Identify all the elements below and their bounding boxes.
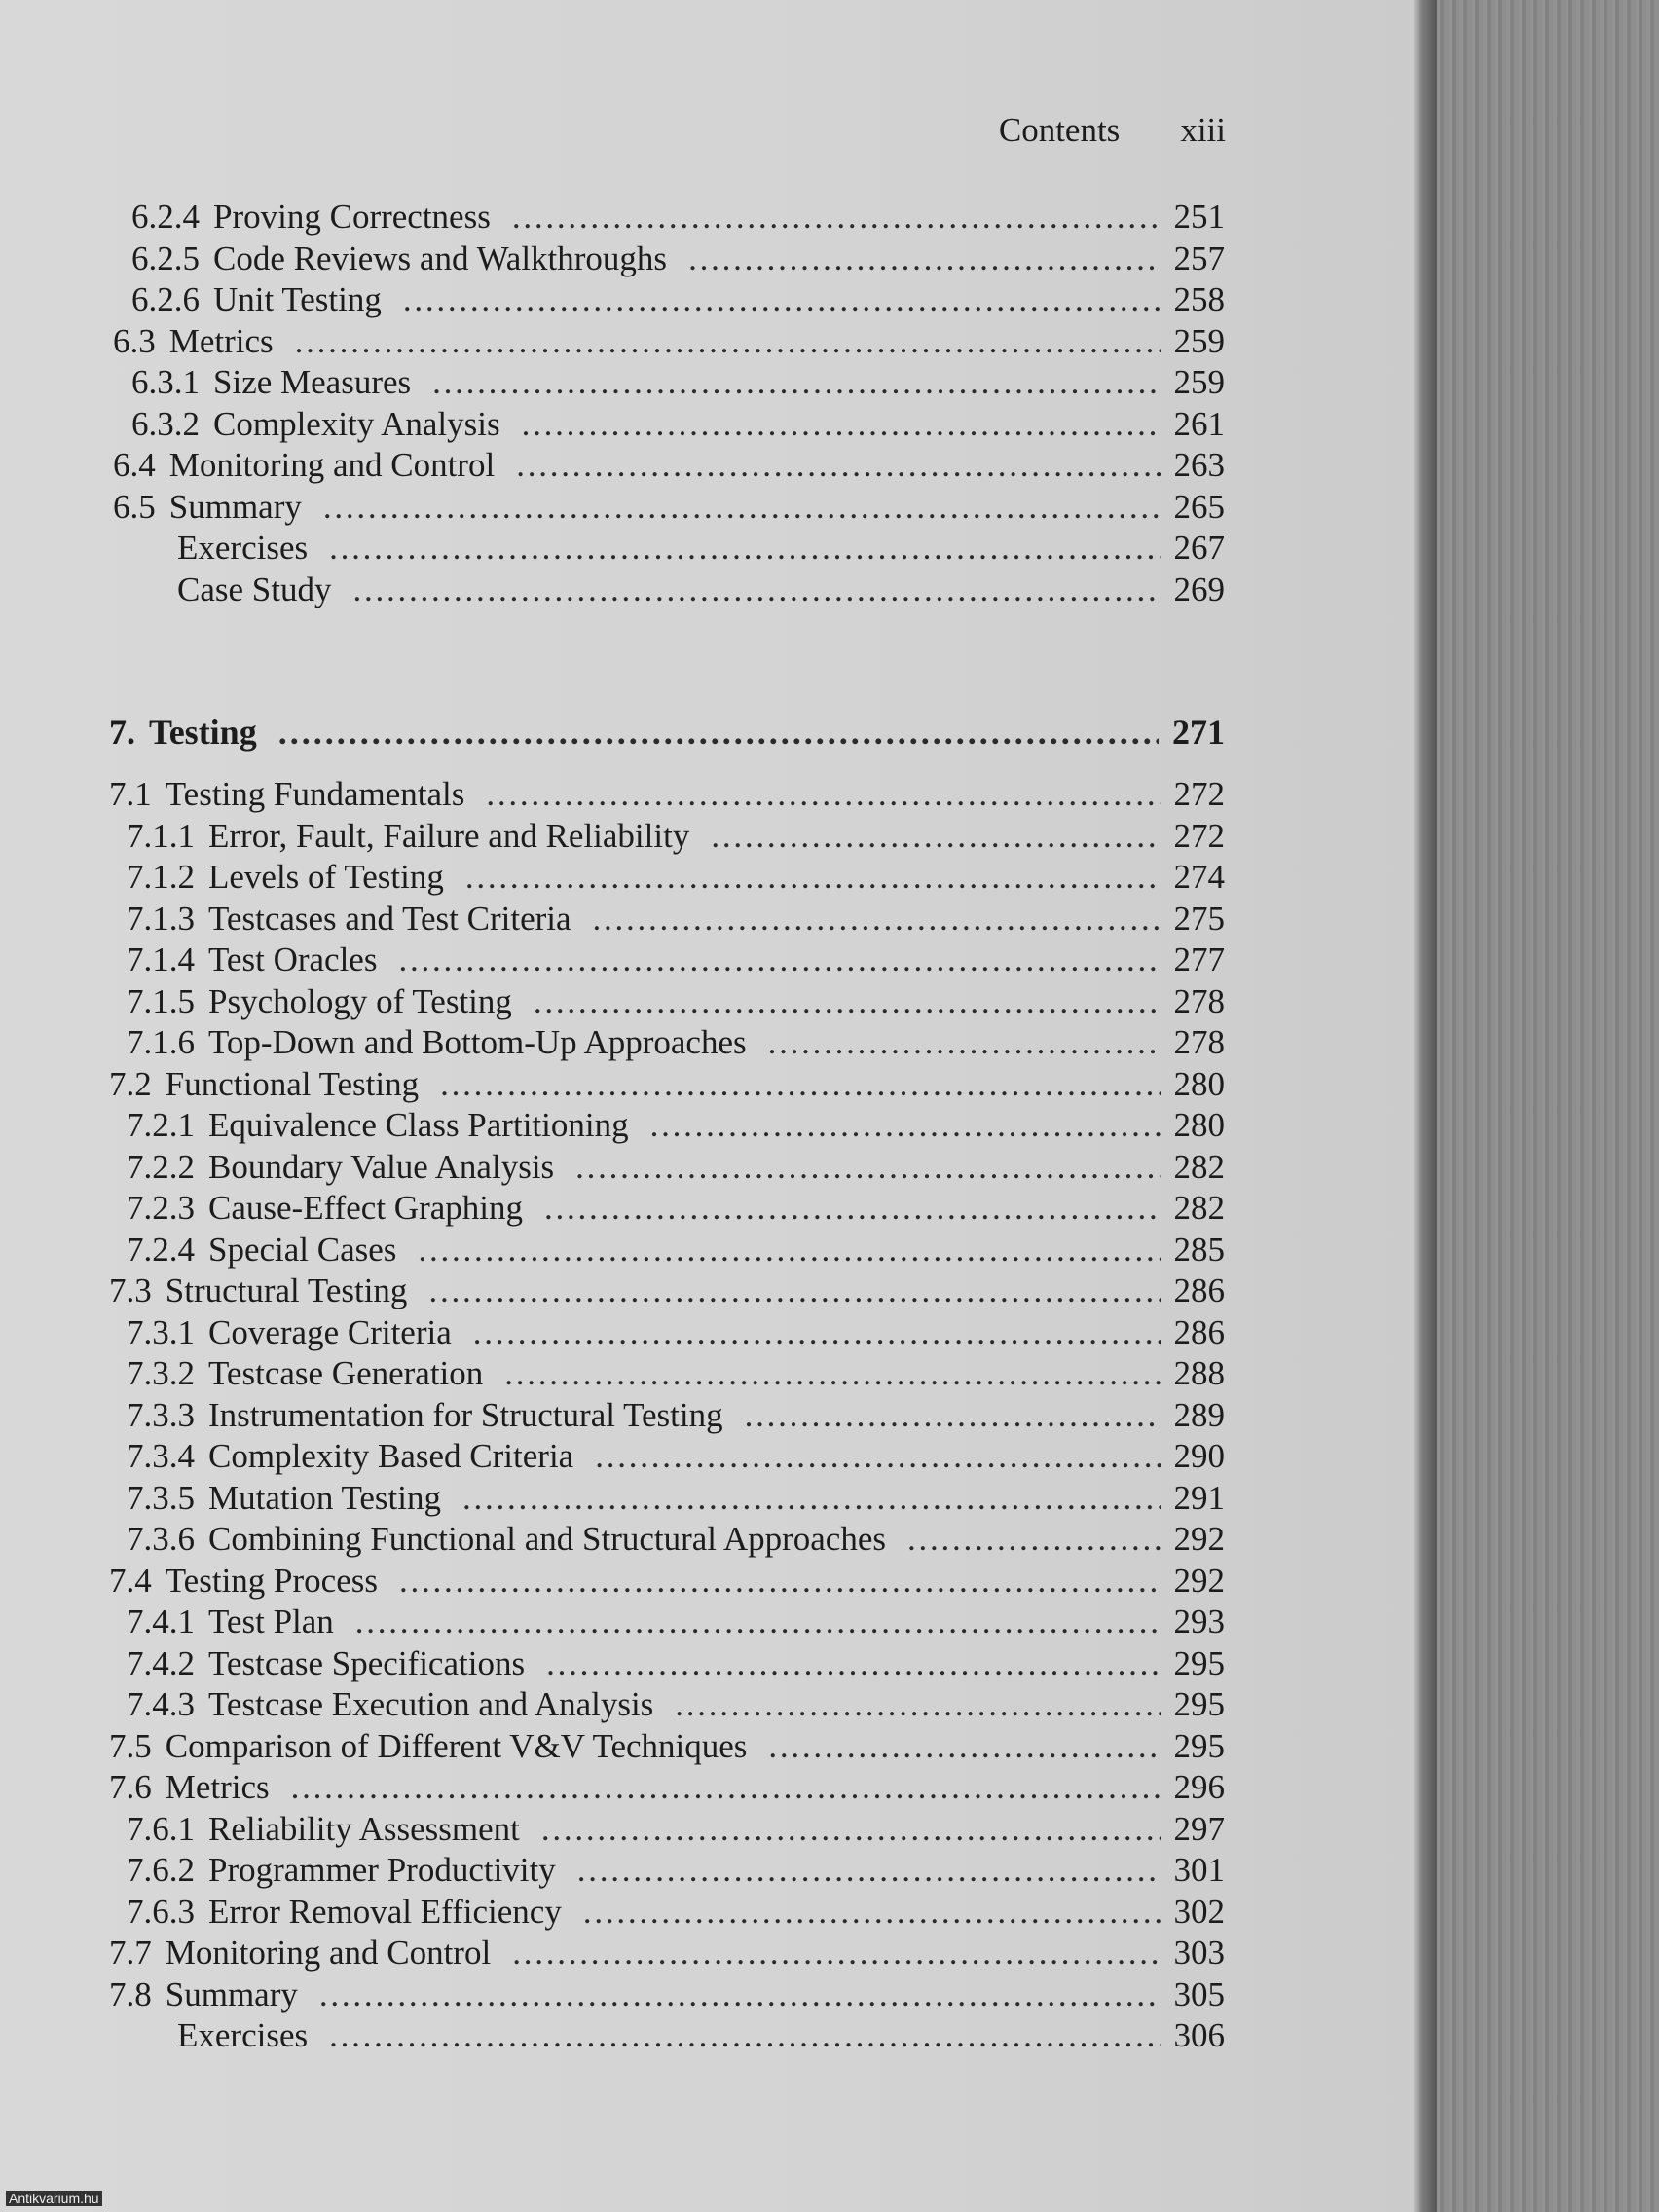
toc-page-number: 267	[1173, 529, 1225, 567]
toc-page-number: 271	[1172, 713, 1225, 752]
dot-leader	[323, 487, 1161, 528]
toc-row	[109, 1726, 1225, 1767]
toc-page-number: 272	[1173, 775, 1225, 813]
toc-page-number: 274	[1173, 858, 1225, 896]
toc-title: Testing Process	[165, 1561, 378, 1600]
dot-leader	[329, 2015, 1160, 2056]
dot-leader	[355, 1602, 1161, 1642]
toc-section-number: 7.8	[109, 1974, 152, 2013]
toc-row	[127, 1684, 1225, 1725]
toc-page-number: 272	[1173, 816, 1225, 855]
toc-row	[127, 1436, 1225, 1477]
toc-page-number: 302	[1173, 1892, 1225, 1931]
dot-leader	[546, 1643, 1160, 1684]
dot-leader	[504, 1353, 1160, 1394]
toc-page-number: 278	[1173, 981, 1225, 1020]
dot-leader	[512, 1933, 1160, 1973]
dot-leader	[575, 1147, 1160, 1188]
dot-leader	[745, 1395, 1161, 1436]
dot-leader	[768, 1726, 1160, 1767]
toc-row	[113, 321, 1225, 362]
toc-title: Special Cases	[208, 1230, 397, 1269]
toc-title: Error, Fault, Failure and Reliability	[208, 816, 690, 855]
toc-section-number: 7.2	[109, 1064, 152, 1103]
toc-row	[177, 528, 1225, 569]
dot-leader	[907, 1519, 1160, 1560]
toc-row	[109, 1974, 1225, 2015]
toc-row	[127, 1230, 1225, 1271]
toc-title: Case Study	[177, 570, 332, 608]
toc-row	[127, 1022, 1225, 1063]
toc-page-number: 280	[1173, 1064, 1225, 1103]
toc-section-number: 7.2.4	[127, 1230, 195, 1269]
toc-title: Coverage Criteria	[208, 1312, 452, 1351]
toc-row	[127, 1602, 1225, 1642]
toc-section-number: 7.4.1	[127, 1603, 195, 1641]
toc-section-number: 7.1	[109, 775, 152, 813]
toc-section-number: 7.3	[109, 1272, 152, 1309]
toc-section-number: 7.1.2	[127, 858, 195, 896]
toc-title: Error Removal Efficiency	[208, 1892, 562, 1931]
toc-page-number: 277	[1173, 940, 1225, 978]
toc-row	[127, 1105, 1225, 1146]
toc-title: Testcase Generation	[208, 1354, 484, 1392]
toc-section-number: 6.4	[113, 446, 156, 484]
toc-title: Programmer Productivity	[208, 1851, 556, 1889]
dot-leader	[329, 528, 1160, 569]
toc-row	[127, 1643, 1225, 1684]
toc-section-number: 7.1.5	[127, 981, 195, 1020]
dot-leader	[465, 857, 1161, 898]
toc-page-number: 282	[1173, 1147, 1225, 1186]
toc-page-number: 289	[1173, 1395, 1225, 1434]
dot-leader	[398, 940, 1160, 980]
page-edge	[1414, 0, 1437, 2212]
toc-section-number: 6.2.5	[131, 239, 200, 277]
toc-page-number: 305	[1173, 1974, 1225, 2013]
toc-row	[131, 197, 1225, 238]
dot-leader	[352, 570, 1160, 610]
toc-page-number: 285	[1173, 1230, 1225, 1269]
dot-leader	[432, 362, 1160, 403]
toc-section-number: 7.2.3	[127, 1189, 195, 1227]
toc-title: Testcase Execution and Analysis	[208, 1685, 654, 1723]
toc-row	[127, 1892, 1225, 1933]
watermark: Antikvarium.hu	[6, 2191, 102, 2206]
page-folio: xiii	[1180, 111, 1226, 149]
toc-title: Proving Correctness	[213, 198, 491, 236]
toc-page-number: 286	[1173, 1312, 1225, 1351]
toc-section-number: 7.1.3	[127, 899, 195, 938]
toc-row	[127, 857, 1225, 898]
toc-page-number: 292	[1173, 1561, 1225, 1600]
toc-page-number: 257	[1173, 239, 1225, 277]
toc-row	[109, 1933, 1225, 1973]
toc-title: Reliability Assessment	[208, 1809, 520, 1848]
toc-section-number: 7.3.1	[127, 1312, 195, 1351]
toc-page-number: 259	[1173, 363, 1225, 401]
dot-leader	[486, 774, 1160, 815]
dot-leader	[593, 899, 1161, 940]
toc-title: Testcase Specifications	[208, 1643, 526, 1682]
dot-leader	[650, 1105, 1161, 1146]
dot-leader	[440, 1064, 1160, 1105]
toc-section-number: 7.4.3	[127, 1685, 195, 1723]
toc-title: Exercises	[177, 2016, 309, 2054]
toc-page-number: 293	[1173, 1603, 1225, 1641]
toc-page-number: 282	[1173, 1189, 1225, 1227]
toc-section-number: 7.6.1	[127, 1809, 195, 1848]
toc-title: Comparison of Different V&V Techniques	[165, 1726, 748, 1765]
toc-title: Testcases and Test Criteria	[208, 899, 571, 938]
toc-page-number: 303	[1173, 1934, 1225, 1972]
toc-title: Levels of Testing	[208, 858, 444, 896]
toc-page-number: 265	[1173, 487, 1225, 526]
toc-row	[131, 279, 1225, 320]
toc-section-number: 7.7	[109, 1934, 152, 1972]
toc-section-number: 7.3.3	[127, 1395, 195, 1434]
toc-title: Mutation Testing	[208, 1478, 441, 1517]
toc-row	[113, 487, 1225, 528]
dot-leader	[403, 279, 1161, 320]
toc-row	[109, 1271, 1225, 1311]
toc-page-number: 295	[1173, 1643, 1225, 1682]
dot-leader	[291, 1767, 1161, 1808]
toc-page-number: 306	[1173, 2016, 1225, 2054]
toc-section-number: 7.2.1	[127, 1106, 195, 1144]
toc-row	[127, 940, 1225, 980]
toc-section-number: 7.3.4	[127, 1437, 195, 1475]
dot-leader	[595, 1436, 1160, 1477]
running-head	[999, 111, 1226, 150]
toc-page-number: 296	[1173, 1768, 1225, 1806]
dot-leader	[534, 981, 1161, 1022]
toc-row	[127, 1478, 1225, 1519]
toc-title: Monitoring and Control	[168, 446, 496, 484]
toc-section-number: 7.6.3	[127, 1892, 195, 1931]
toc-page-number: 280	[1173, 1106, 1225, 1144]
dot-leader	[319, 1974, 1161, 2015]
toc-section-number: 7.1.6	[127, 1023, 195, 1061]
toc-title: Equivalence Class Partitioning	[208, 1106, 629, 1144]
running-head-section: Contents	[998, 111, 1121, 149]
toc-title: Metrics	[165, 1768, 270, 1806]
toc-page-number: 275	[1173, 899, 1225, 938]
toc-title: Monitoring and Control	[165, 1934, 492, 1972]
toc-page-number: 251	[1173, 198, 1225, 236]
toc-page-number: 286	[1173, 1272, 1225, 1309]
toc-title: Exercises	[177, 529, 309, 567]
toc-row	[177, 570, 1225, 610]
toc-section-number: 7.5	[109, 1726, 152, 1765]
toc-row	[127, 1850, 1225, 1891]
dot-leader	[295, 321, 1161, 362]
toc-section-number: 7.6	[109, 1768, 152, 1806]
toc-title: Instrumentation for Structural Testing	[208, 1395, 723, 1434]
toc-title: Combining Functional and Structural Approaches	[208, 1520, 887, 1558]
dot-leader	[711, 816, 1160, 857]
dot-leader	[473, 1312, 1161, 1353]
toc-section-number: 6.5	[113, 487, 156, 526]
toc-title: Unit Testing	[213, 280, 382, 318]
toc-section-number: 7.2.2	[127, 1147, 195, 1186]
dot-leader	[541, 1809, 1161, 1850]
toc-title: Cause-Effect Graphing	[208, 1189, 523, 1227]
toc-title: Psychology of Testing	[208, 981, 512, 1020]
dot-leader	[278, 712, 1159, 753]
toc-row	[113, 445, 1225, 486]
toc-chapter-row	[109, 712, 1225, 753]
toc-section-number: 7.4.2	[127, 1643, 195, 1682]
dot-leader	[675, 1684, 1160, 1725]
toc-page-number: 290	[1173, 1437, 1225, 1475]
toc-page-number: 278	[1173, 1023, 1225, 1061]
toc-section-number: 6.3.2	[131, 404, 200, 443]
dot-leader	[768, 1022, 1161, 1063]
toc-section-number: 6.2.4	[131, 198, 200, 236]
toc-row	[127, 1147, 1225, 1188]
toc-row	[109, 1064, 1225, 1105]
toc-section-number: 7.1.4	[127, 940, 195, 978]
toc-title: Complexity Analysis	[213, 404, 500, 443]
toc-section-number: 7.3.2	[127, 1354, 195, 1392]
toc-section-number: 7.1.1	[127, 816, 195, 855]
toc-row	[127, 899, 1225, 940]
toc-title: Boundary Value Analysis	[208, 1147, 555, 1186]
dot-leader	[399, 1561, 1161, 1602]
toc-page-number: 297	[1173, 1809, 1225, 1848]
toc-section-number: 6.3.1	[131, 363, 200, 401]
toc-title: Top-Down and Bottom-Up Approaches	[208, 1023, 747, 1061]
toc-page-number: 288	[1173, 1354, 1225, 1392]
dot-leader	[462, 1478, 1161, 1519]
toc-row	[127, 1353, 1225, 1394]
toc-row	[177, 2015, 1225, 2056]
toc-page-number: 263	[1173, 446, 1225, 484]
dot-leader	[516, 445, 1160, 486]
toc-row	[109, 1767, 1225, 1808]
toc-row	[131, 362, 1225, 403]
toc-row	[127, 1188, 1225, 1229]
toc-section-number: 7.4	[109, 1561, 152, 1600]
toc-title: Metrics	[168, 321, 274, 360]
toc-page-number: 269	[1173, 570, 1225, 608]
dot-leader	[512, 197, 1161, 238]
toc-row	[131, 404, 1225, 445]
toc-title: Functional Testing	[165, 1064, 420, 1103]
dot-leader	[428, 1271, 1160, 1311]
toc-title: Testing Fundamentals	[165, 775, 465, 813]
toc-section-number: 7.6.2	[127, 1851, 195, 1889]
toc-title: Test Plan	[208, 1603, 334, 1641]
toc-section-number: 7.	[109, 713, 135, 752]
toc-section-number: 7.3.5	[127, 1478, 195, 1517]
toc-page-number: 291	[1173, 1478, 1225, 1517]
toc-title: Structural Testing	[165, 1272, 408, 1309]
toc-row	[127, 1312, 1225, 1353]
toc-row	[127, 1809, 1225, 1850]
toc-page-number: 292	[1173, 1520, 1225, 1558]
dot-leader	[688, 239, 1160, 279]
toc-row	[131, 239, 1225, 279]
toc-page-number: 259	[1173, 321, 1225, 360]
toc-section-number: 6.2.6	[131, 280, 200, 318]
toc-title: Testing	[149, 713, 257, 752]
toc-title: Test Oracles	[208, 940, 378, 978]
toc-row	[127, 1519, 1225, 1560]
toc-section-number: 7.3.6	[127, 1520, 195, 1558]
toc-title: Summary	[168, 487, 302, 526]
toc-row	[109, 1561, 1225, 1602]
toc-section-number: 6.3	[113, 321, 156, 360]
toc-row	[109, 774, 1225, 815]
toc-title: Summary	[165, 1974, 298, 2013]
toc-page-number: 295	[1173, 1685, 1225, 1723]
toc-row	[127, 816, 1225, 857]
toc-row	[127, 981, 1225, 1022]
toc-page-number: 301	[1173, 1851, 1225, 1889]
dot-leader	[577, 1850, 1161, 1891]
toc-page-number: 295	[1173, 1726, 1225, 1765]
toc-title: Code Reviews and Walkthroughs	[213, 239, 668, 277]
dot-leader	[583, 1892, 1161, 1933]
toc-row	[127, 1395, 1225, 1436]
dot-leader	[418, 1230, 1160, 1271]
dot-leader	[544, 1188, 1161, 1229]
background-surface	[1437, 0, 1659, 2212]
toc-page-number: 261	[1173, 404, 1225, 443]
dot-leader	[522, 404, 1161, 445]
toc-title: Size Measures	[213, 363, 412, 401]
toc-page-number: 258	[1173, 280, 1225, 318]
toc-title: Complexity Based Criteria	[208, 1437, 574, 1475]
